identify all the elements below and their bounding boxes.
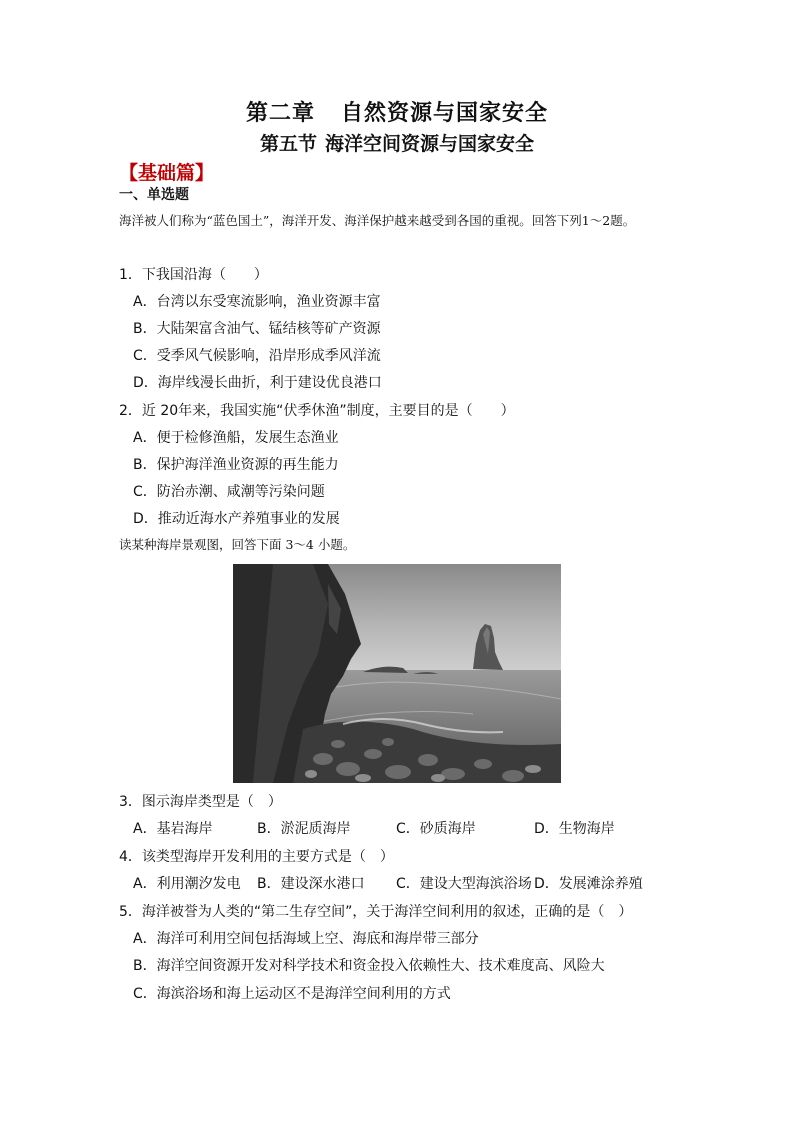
question-2-stem: 2．近 20年来，我国实施“伏季休渔”制度，主要目的是（ ） — [119, 403, 515, 419]
section-title — [0, 129, 794, 156]
question-5-option-c: C．海滨浴场和海上运动区不是海洋空间利用的方式 — [133, 986, 451, 1002]
question-5-stem: 5．海洋被誉为人类的“第二生存空间”，关于海洋空间利用的叙述，正确的是（ ） — [119, 904, 633, 920]
question-2-option-b: B．保护海洋渔业资源的再生能力 — [133, 457, 339, 473]
chapter-title — [0, 96, 794, 127]
question-3-option-b: B．淤泥质海岸 — [257, 821, 351, 837]
section-number: 第五节 — [259, 133, 317, 155]
question-4-option-c: C．建设大型海滨浴场 — [396, 876, 532, 892]
part-heading: 一、单选题 — [119, 187, 189, 203]
question-2-option-c: C．防治赤潮、咸潮等污染问题 — [133, 484, 325, 500]
chapter-name: 自然资源与国家安全 — [341, 100, 549, 126]
question-3-option-d: D．生物海岸 — [534, 821, 615, 837]
question-1-option-c: C．受季风气候影响，沿岸形成季风洋流 — [133, 348, 381, 364]
question-5-option-b: B．海洋空间资源开发对科学技术和资金投入依赖性大、技术难度高、风险大 — [133, 958, 605, 974]
question-3-stem: 3．图示海岸类型是（ ） — [119, 794, 282, 810]
question-3-option-a: A．基岩海岸 — [133, 821, 213, 837]
question-2-option-d: D．推动近海水产养殖事业的发展 — [133, 511, 340, 527]
question-1-stem: 1．下我国沿海（ ） — [119, 267, 268, 283]
question-3-option-c: C．砂质海岸 — [396, 821, 476, 837]
section-name: 海洋空间资源与国家安全 — [325, 133, 535, 155]
question-1-option-d: D．海岸线漫长曲折，利于建设优良港口 — [133, 375, 382, 391]
question-4-stem: 4．该类型海岸开发利用的主要方式是（ ） — [119, 849, 394, 865]
question-4-option-b: B．建设深水港口 — [257, 876, 365, 892]
question-5-option-a: A．海洋可利用空间包括海域上空、海底和海岸带三部分 — [133, 931, 479, 947]
question-4-option-d: D．发展滩涂养殖 — [534, 876, 643, 892]
question-2-option-a: A．便于检修渔船，发展生态渔业 — [133, 430, 339, 446]
question-1-option-b: B．大陆架富含油气、锰结核等矿产资源 — [133, 321, 381, 337]
coast-photo — [233, 564, 561, 783]
intro-text-1: 海洋被人们称为“蓝色国土”，海洋开发、海洋保护越来越受到各国的重视。回答下列1～2题。 — [119, 213, 636, 228]
intro-text-2: 读某种海岸景观图，回答下面 3～4 小题。 — [119, 537, 356, 552]
question-1-option-a: A．台湾以东受寒流影响，渔业资源丰富 — [133, 294, 381, 310]
chapter-number: 第二章 — [245, 100, 315, 126]
question-4-option-a: A．利用潮汐发电 — [133, 876, 241, 892]
level-tag: 【基础篇】 — [119, 162, 215, 184]
